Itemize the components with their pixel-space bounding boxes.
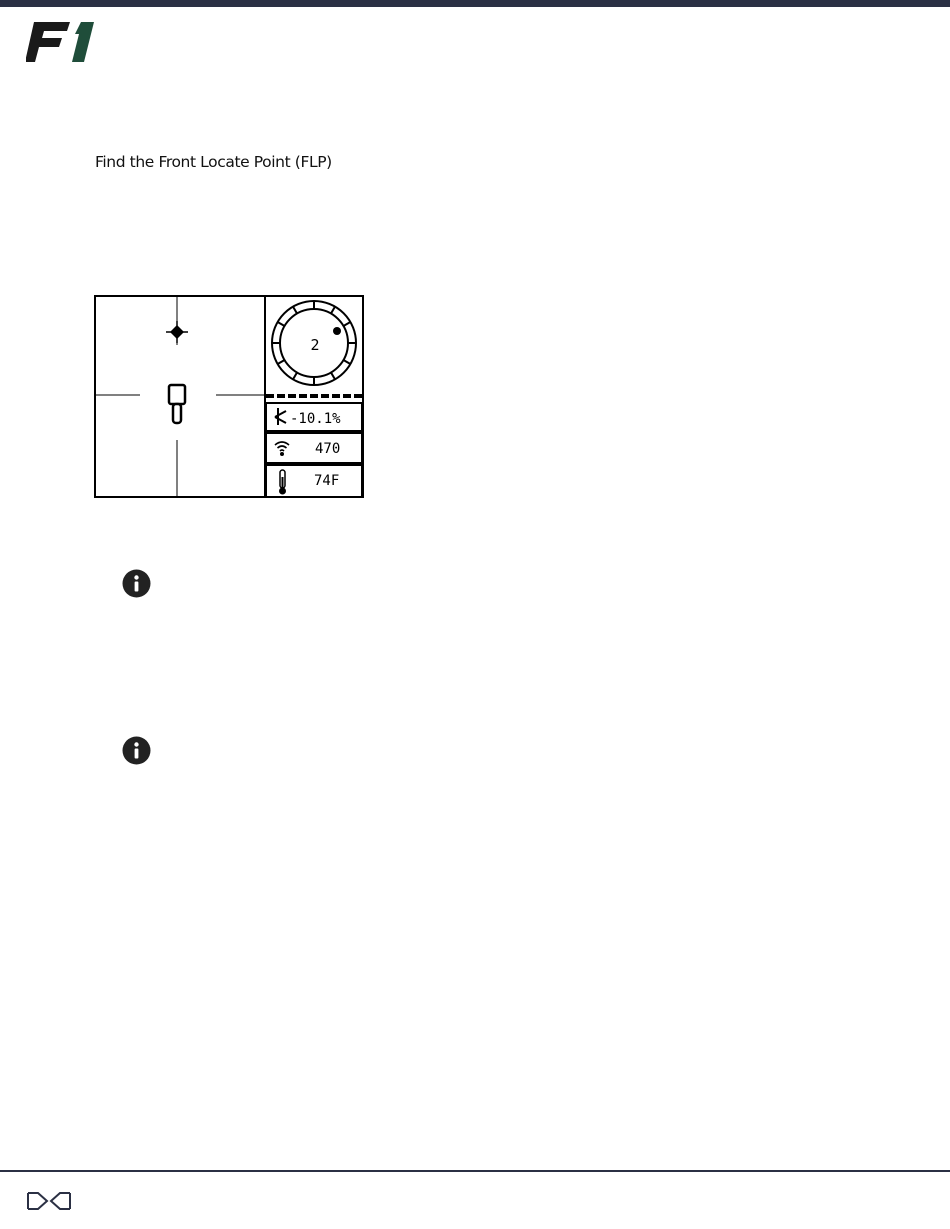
signal-value: 470	[315, 441, 341, 457]
f1-logo	[26, 20, 98, 64]
locator-display	[94, 295, 364, 498]
logo-digit-1	[72, 22, 94, 62]
info-icon	[122, 569, 151, 598]
roll-indicator	[333, 327, 341, 335]
roll-value: 2	[310, 336, 320, 354]
logo-letter-f	[26, 22, 70, 62]
footer-rule	[0, 1170, 950, 1172]
dci-logo-icon	[26, 1190, 72, 1212]
info-icon	[122, 736, 151, 765]
temperature-value: 74F	[314, 473, 340, 489]
page-heading: Find the Front Locate Point (FLP)	[95, 153, 332, 171]
pitch-value: -10.1%	[290, 411, 341, 427]
thermometer-icon	[279, 470, 286, 495]
top-bar	[0, 0, 950, 7]
